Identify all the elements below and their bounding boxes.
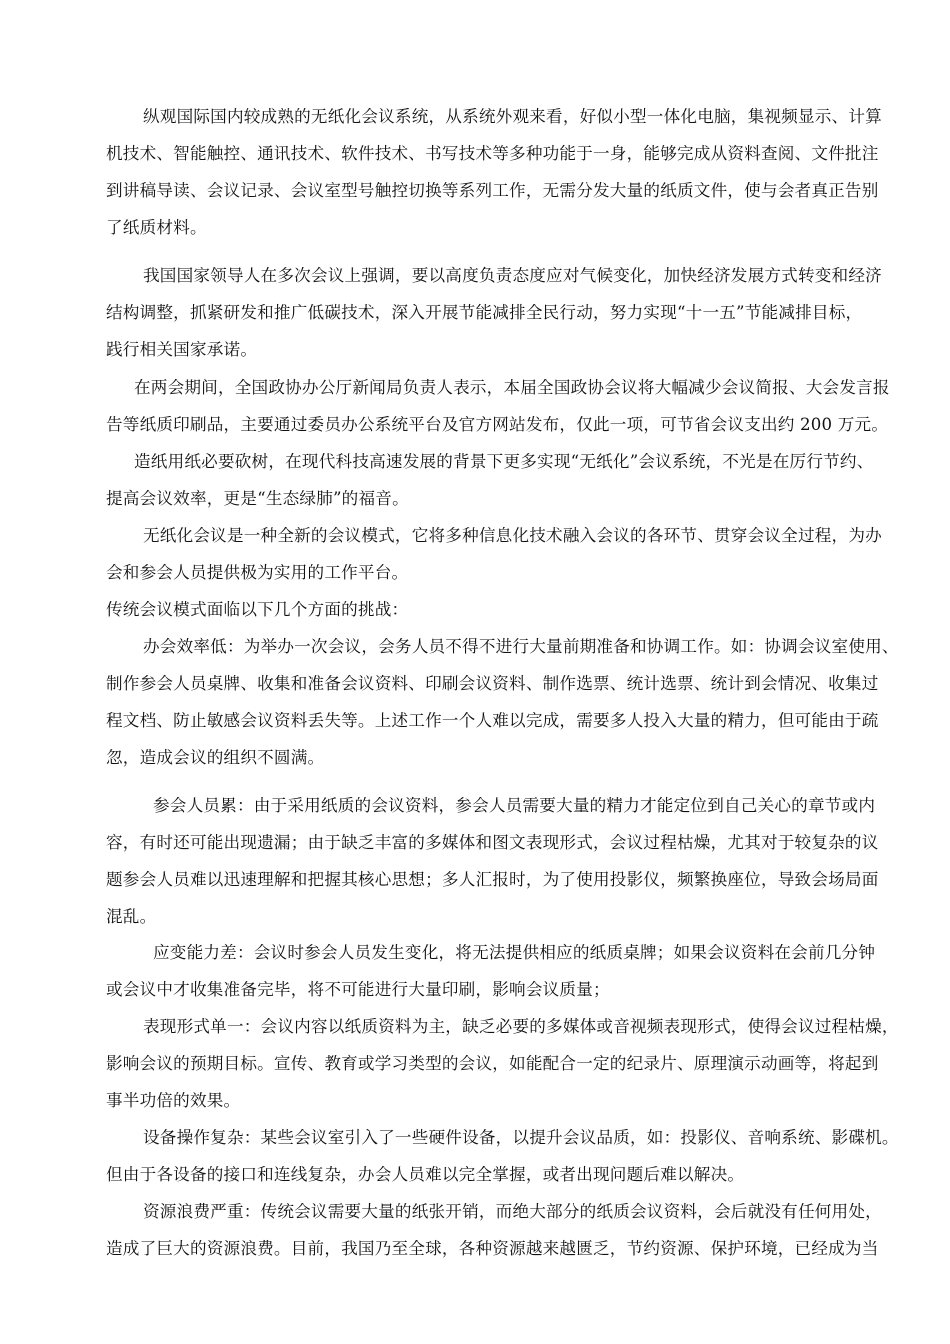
- text-line: 参会人员累：由于采用纸质的会议资料，参会人员需要大量的精力才能定位到自己关心的章节或内: [153, 796, 876, 815]
- text-line: 应变能力差：会议时参会人员发生变化，将无法提供相应的纸质桌牌；如果会议资料在会前几分钟: [153, 943, 876, 962]
- text-line: 办会效率低：为举办一次会议，会务人员不得不进行大量前期准备和协调工作。如：协调会议室使用、: [143, 637, 899, 656]
- text-line: 机技术、智能触控、通讯技术、软件技术、书写技术等多种功能于一身，能够完成从资料查阅、文件批注: [106, 144, 879, 163]
- text-line: 但由于各设备的接口和连线复杂，办会人员难以完全掌握，或者出现问题后难以解决。: [106, 1165, 745, 1184]
- text-line: 传统会议模式面临以下几个方面的挑战：: [106, 600, 409, 619]
- text-line: 在两会期间，全国政协办公厅新闻局负责人表示，本届全国政协会议将大幅减少会议简报、大会发言报: [134, 378, 890, 397]
- text-line: 纵观国际国内较成熟的无纸化会议系统，从系统外观来看，好似小型一体化电脑，集视频显示、计算: [143, 107, 882, 126]
- text-line: 表现形式单一：会议内容以纸质资料为主，缺乏必要的多媒体或音视频表现形式，使得会议过程枯燥，: [143, 1017, 899, 1036]
- text-line: 造成了巨大的资源浪费。目前，我国乃至全球，各种资源越来越匮乏，节约资源、保护环境，已经成为当: [106, 1239, 879, 1258]
- text-line: 造纸用纸必要砍树，在现代科技高速发展的背景下更多实现“无纸化”会议系统，不光是在厉行节约、: [134, 452, 874, 471]
- text-line: 设备操作复杂：某些会议室引入了一些硬件设备，以提升会议品质，如：投影仪、音响系统、影碟机。: [143, 1128, 899, 1147]
- text-line: 到讲稿导读、会议记录、会议室型号触控切换等系列工作，无需分发大量的纸质文件，使与会者真正告别: [106, 181, 879, 200]
- text-line: 容，有时还可能出现遗漏；由于缺乏丰富的多媒体和图文表现形式，会议过程枯燥，尤其对于较复杂的议: [106, 833, 879, 852]
- text-line: 提高会议效率，更是“生态绿肺”的福音。: [106, 489, 409, 508]
- text-line: 忽，造成会议的组织不圆满。: [106, 748, 325, 767]
- text-line: 践行相关国家承诺。: [106, 340, 258, 359]
- text-line: 影响会议的预期目标。宣传、教育或学习类型的会议，如能配合一定的纪录片、原理演示动画等，将起到: [106, 1054, 879, 1073]
- text-line: 了纸质材料。: [106, 218, 207, 237]
- text-line: 会和参会人员提供极为实用的工作平台。: [106, 563, 409, 582]
- text-line: 或会议中才收集准备完毕，将不可能进行大量印刷，影响会议质量；: [106, 980, 610, 999]
- text-line: 题参会人员难以迅速理解和把握其核心思想；多人汇报时，为了使用投影仪，频繁换座位，导致会场局面: [106, 870, 879, 889]
- text-line: 程文档、防止敏感会议资料丢失等。上述工作一个人难以完成，需要多人投入大量的精力，但可能由于疏: [106, 711, 879, 730]
- text-line: 结构调整，抓紧研发和推广低碳技术，深入开展节能减排全民行动，努力实现“十一五”节能减排目标，: [106, 303, 863, 322]
- text-line: 无纸化会议是一种全新的会议模式，它将多种信息化技术融入会议的各环节、贯穿会议全过程，为办: [143, 526, 882, 545]
- text-line: 事半功倍的效果。: [106, 1091, 241, 1110]
- text-line: 制作参会人员桌牌、收集和准备会议资料、印刷会议资料、制作选票、统计选票、统计到会情况、收集过: [106, 674, 879, 693]
- text-line: 我国国家领导人在多次会议上强调，要以高度负责态度应对气候变化，加快经济发展方式转变和经济: [143, 266, 882, 285]
- text-line: 告等纸质印刷品，主要通过委员办公系统平台及官方网站发布，仅此一项，可节省会议支出约 200 万元。: [106, 415, 889, 434]
- text-line: 资源浪费严重：传统会议需要大量的纸张开销，而绝大部分的纸质会议资料，会后就没有任何用处，: [143, 1202, 882, 1221]
- text-line: 混乱。: [106, 907, 157, 926]
